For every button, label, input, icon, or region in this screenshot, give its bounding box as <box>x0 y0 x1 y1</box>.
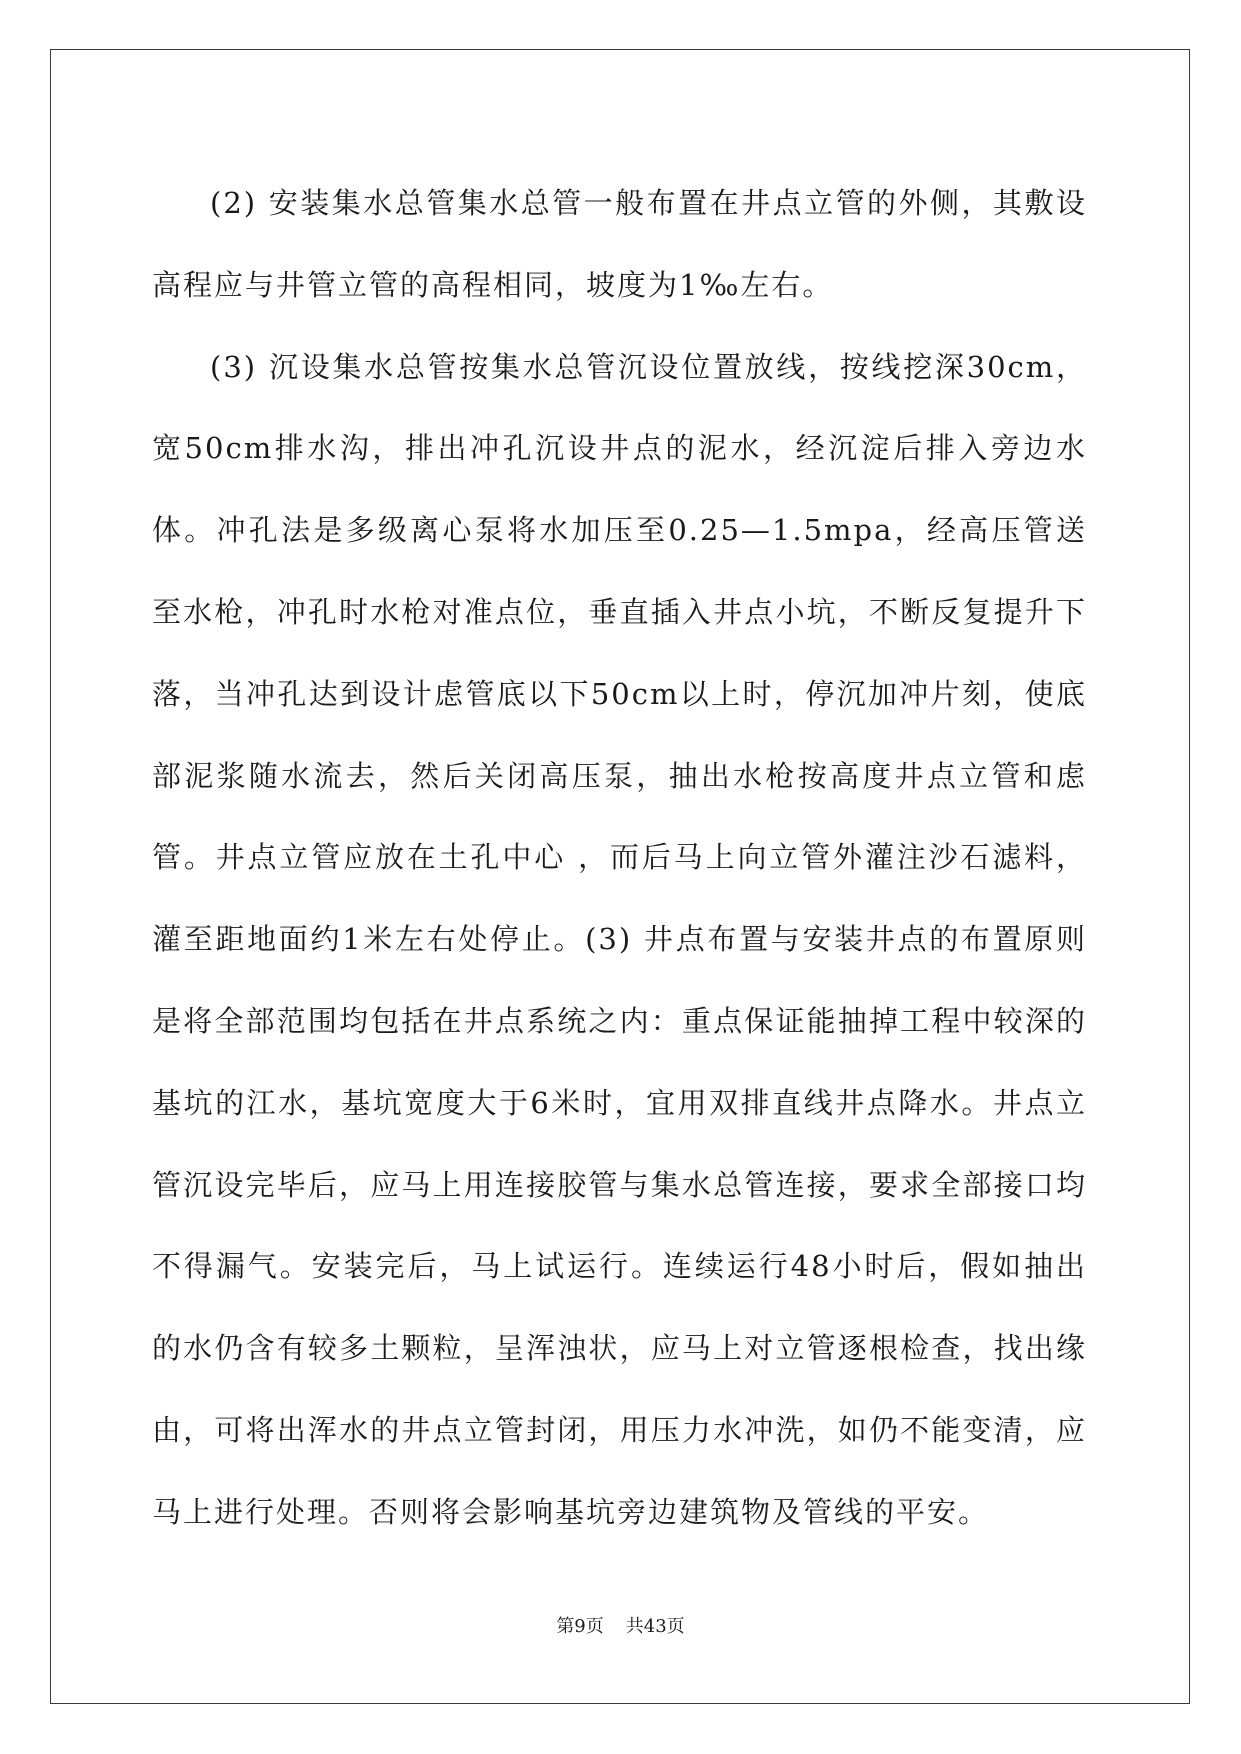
page-footer <box>0 1612 1241 1638</box>
document-body <box>152 163 1087 1554</box>
total-pages: 共43页 <box>625 1616 685 1637</box>
paragraph-install-header-pipe: (2) 安装集水总管集水总管一般布置在井点立管的外侧，其敷设高程应与井管立管的高程相同，坡度为1‰左右。 <box>152 186 1087 302</box>
paragraph-sink-header-pipe: (3) 沉设集水总管按集水总管沉设位置放线，按线挖深30cm，宽50cm排水沟，排出冲孔沉设井点的泥水，经沉淀后排入旁边水体。冲孔法是多级离心泵将水加压至0.25—1.5mpa，经高压管送至水枪，冲孔时水枪对准点位，垂直插入井点小坑，不断反复提升下落，当冲孔达到设计虑管底以下50cm以上时，停沉加冲片刻，使底部泥浆随水流去，然后关闭高压泵，抽出水枪按高度井点立管和虑管。井点立管应放在土孔中心 ，而后马上向立管外灌注沙石滤料，灌至距地面约1米左右处停止。(3) 井点布置与安装井点的布置原则是将全部范围均包括在井点系统之内：重点保证能抽掉工程中较深的基坑的江水，基坑宽度大于6米时，宜用双排直线井点降水。井点立管沉设完毕后，应马上用连接胶管与集水总管连接，要求全部接口均不得漏气。安装完后，马上试运行。连续运行48小时后，假如抽出的水仍含有较多土颗粒，呈浑浊状，应马上对立管逐根检查，找出缘由，可将出浑水的井点立管封闭，用压力水冲洗，如仍不能变清，应马上进行处理。否则将会影响基坑旁边建筑物及管线的平安。 <box>152 349 1087 1529</box>
page-number: 第9页 <box>556 1616 604 1637</box>
